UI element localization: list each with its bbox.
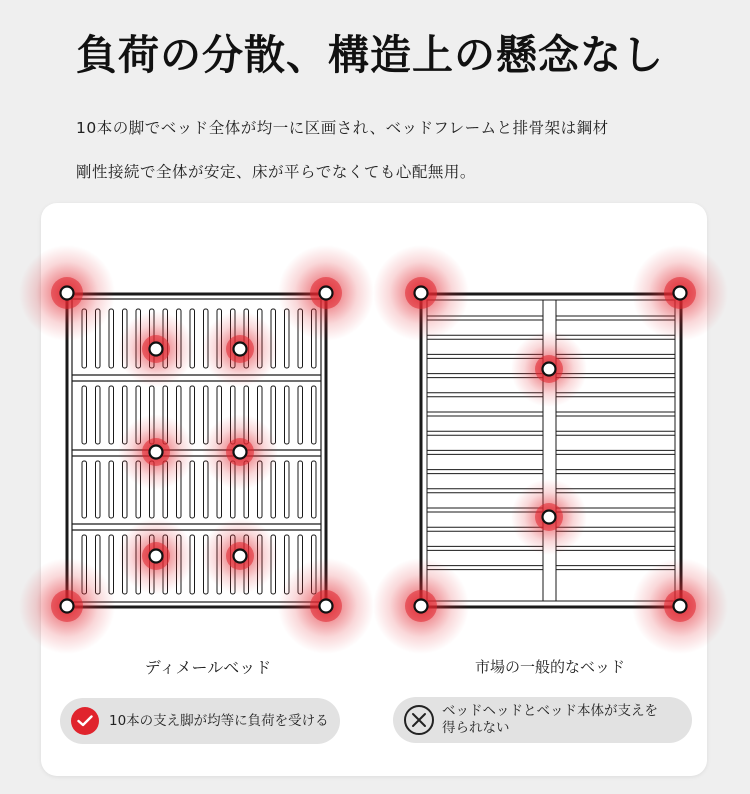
left-bed-caption: ディメールベッド xyxy=(144,658,272,677)
left-badge-text: 10本の支え脚が均等に負荷を受ける xyxy=(109,712,329,729)
comparison-card xyxy=(41,203,707,776)
left-feature-badge xyxy=(60,698,340,744)
right-feature-badge xyxy=(393,697,692,743)
right-badge-text xyxy=(442,703,658,737)
right-badge-text-line2: 得られない xyxy=(442,720,510,736)
right-badge-text-line1: ベッドヘッドとベッド本体が支えを xyxy=(442,703,658,719)
check-icon xyxy=(71,707,99,735)
description-line-2: 剛性接続で全体が安定、床が平らでなくても心配無用。 xyxy=(76,163,476,181)
x-circle-icon xyxy=(404,705,434,735)
page-title: 負荷の分散、構造上の懸念なし xyxy=(76,31,664,79)
right-bed-caption: 市場の一般的なベッド xyxy=(474,658,625,676)
description-line-1: 10本の脚でベッド全体が均一に区画され、ベッドフレームと排骨架は鋼材 xyxy=(76,119,609,137)
